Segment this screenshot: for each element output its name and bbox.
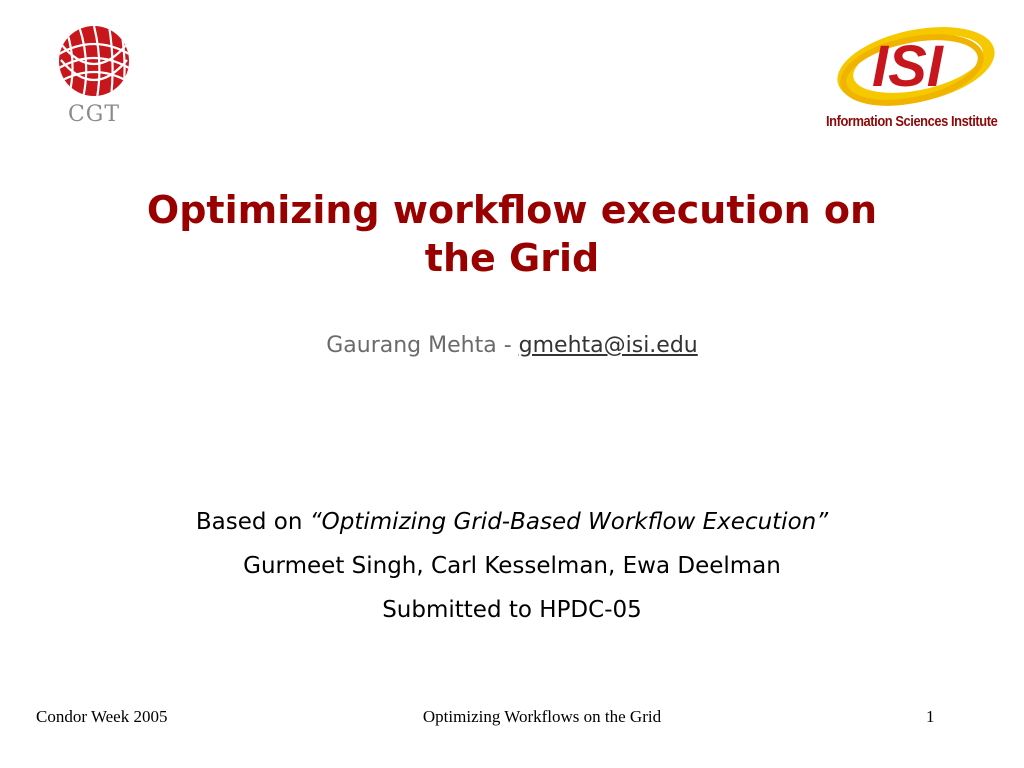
- title-line-2: the Grid: [424, 236, 600, 280]
- cgt-logo-text: CGT: [67, 102, 121, 127]
- footer-event: Condor Week 2005: [36, 707, 168, 726]
- isi-logo: [826, 18, 1006, 138]
- submission-status: Submitted to HPDC-05: [382, 597, 642, 623]
- based-on-line: [60, 500, 964, 544]
- author-line: [60, 333, 964, 358]
- isi-mark-text: ISI: [872, 34, 943, 99]
- paper-authors: Gurmeet Singh, Carl Kesselman, Ewa Deelman: [243, 553, 781, 579]
- cgt-globe-icon: [57, 24, 131, 98]
- paper-title: “Optimizing Grid-Based Workflow Execution”: [309, 509, 829, 535]
- author-name: Gaurang Mehta -: [326, 333, 519, 358]
- footer-title: Optimizing Workflows on the Grid: [422, 707, 662, 726]
- title-line-1: Optimizing workflow execution on: [146, 188, 878, 232]
- footer-page-number: 1: [926, 707, 935, 726]
- isi-swoosh-icon: [826, 18, 1004, 114]
- cgt-logo: [54, 24, 134, 134]
- based-on-block: [60, 500, 964, 632]
- author-email-link[interactable]: gmehta@isi.edu: [518, 333, 698, 358]
- slide-title: [60, 186, 964, 282]
- based-on-prefix: Based on: [195, 509, 310, 535]
- isi-caption: Information Sciences Institute: [826, 113, 998, 130]
